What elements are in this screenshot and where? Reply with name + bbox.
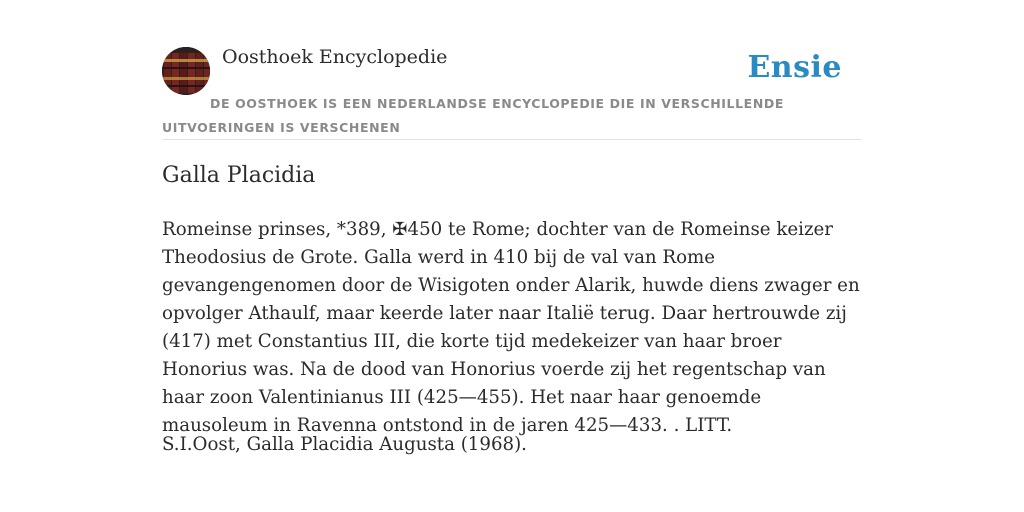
site-tagline: DE OOSTHOEK IS EEN NEDERLANDSE ENCYCLOPEDIE DIE IN VERSCHILLENDE UITVOERINGEN IS VERSCHENEN	[162, 96, 784, 135]
site-header	[162, 0, 862, 140]
article-body: Romeinse prinses, *389, ✠450 te Rome; dochter van de Romeinse keizer Theodosius de Grote. Galla werd in 410 bij de val van Rome gevangengenomen door de Wisigoten onder Alarik, huwde diens zwager en opvolger Athaulf, maar keerde later naar Italië terug. Daar hertrouwde zij (417) met Constantius III, die korte tijd medekeizer van haar broer Honorius was. Na de dood van Honorius voerde zij het regentschap van haar zoon Valentinianus III (425—455). Het naar haar genoemde mausoleum in Ravenna ontstond in de jaren 425—433. . LITT.	[162, 219, 860, 436]
literature-reference: S.I.Oost, Galla Placidia Augusta (1968).	[162, 434, 527, 455]
content-container	[162, 0, 862, 455]
books-image	[162, 47, 210, 95]
article-title: Galla Placidia	[162, 163, 316, 188]
ensie-logo-link[interactable]: Ensie	[747, 50, 842, 85]
site-name[interactable]: Oosthoek Encyclopedie	[222, 46, 448, 68]
encyclopedia-books-icon[interactable]	[162, 47, 210, 95]
